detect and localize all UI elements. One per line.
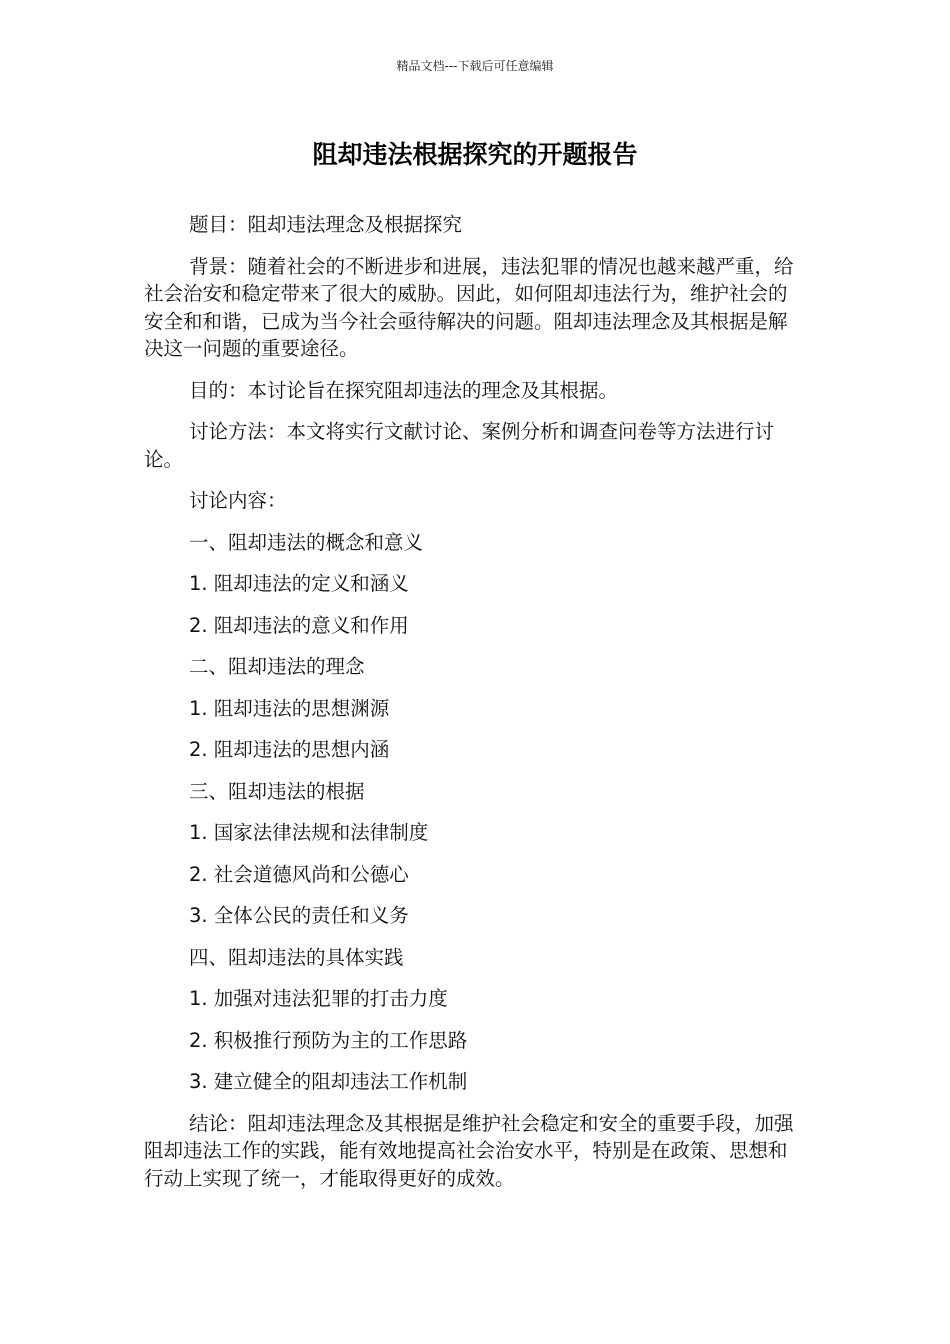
section-heading-3: 三、阻却违法的根据 (189, 779, 365, 803)
list-item: 1. 加强对违法犯罪的打击力度 (189, 987, 448, 1010)
list-item: 1. 国家法律法规和法律制度 (189, 821, 429, 844)
section-heading-4: 四、阻却违法的具体实践 (189, 945, 404, 969)
list-item: 2. 阻却违法的意义和作用 (189, 613, 409, 637)
list-item: 2. 积极推行预防为主的工作思路 (189, 1028, 468, 1052)
document-title: 阻却违法根据探究的开题报告 (312, 140, 638, 169)
list-item: 1. 阻却违法的定义和涵义 (189, 572, 409, 595)
list-item: 3. 建立健全的阻却违法工作机制 (189, 1070, 468, 1093)
list-item: 2. 阻却违法的思想内涵 (189, 738, 390, 761)
paragraph-conclusion: 结论：阻却违法理念及其根据是维护社会稳定和安全的重要手段，加强阻却违法工作的实践，能有效地提高社会治安水平，特别是在政策、思想和行动上实现了统一，才能取得更好的成效。 (144, 1111, 794, 1190)
document-body (144, 211, 804, 1206)
paragraph-topic: 题目：阻却违法理念及根据探究 (189, 213, 463, 236)
paragraph-purpose: 目的：本讨论旨在探究阻却违法的理念及其根据。 (189, 378, 619, 402)
list-item: 2. 社会道德风尚和公德心 (189, 862, 409, 886)
section-heading-1: 一、阻却违法的概念和意义 (189, 530, 424, 554)
page-header-text: 精品文档---下载后可任意编辑 (396, 59, 554, 73)
list-item: 1. 阻却违法的思想渊源 (189, 696, 390, 720)
list-item: 3. 全体公民的责任和义务 (189, 904, 409, 927)
paragraph-background: 背景：随着社会的不断进步和进展，违法犯罪的情况也越来越严重，给社会治安和稳定带来了很大的威胁。因此，如何阻却违法行为，维护社会的安全和和谐，已成为当今社会亟待解决的问题。阻却违法理念及其根据是解决这一问题的重要途径。 (144, 254, 794, 360)
paragraph-content-heading: 讨论内容： (189, 489, 287, 512)
section-heading-2: 二、阻却违法的理念 (189, 655, 365, 678)
paragraph-method: 讨论方法：本文将实行文献讨论、案例分析和调查问卷等方法进行讨论。 (144, 420, 775, 471)
